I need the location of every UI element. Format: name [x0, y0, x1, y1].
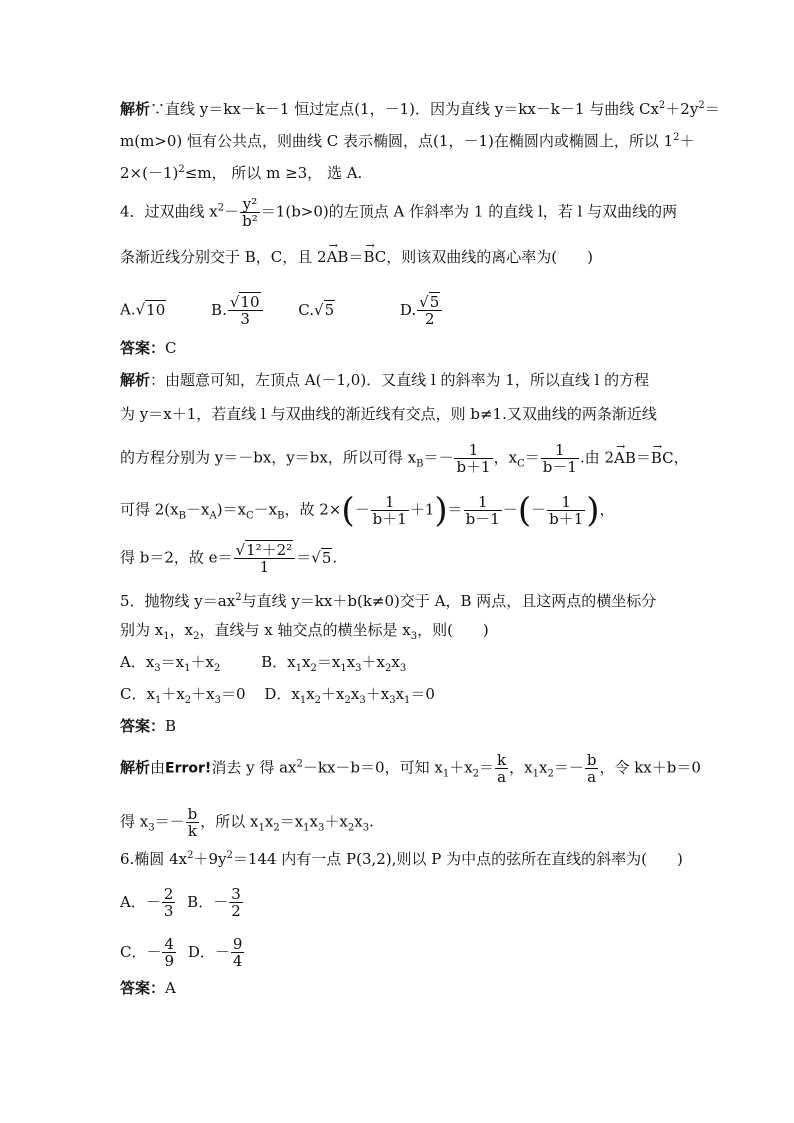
- q5-options-row-2: [120, 684, 435, 711]
- q5-answer: 答案：B: [120, 717, 177, 735]
- q4-stem-line-2: 条渐近线分别交于 B，C，且 2→ AB＝→ BC，则该双曲线的离心率为( ): [120, 247, 593, 267]
- q6-option-d: D．－ $\frac{9}{4}$: [187, 935, 243, 970]
- vector-bc: → BC: [363, 247, 386, 267]
- q4-option-b: B. $\frac{√10}{3}$: [211, 301, 263, 319]
- q4-stem-line-1: 4．过双曲线 $x^2-$ $\frac{\text{y²}}{\text{b²}}$ ＝1(b>0)的左顶点 A 作斜率为 1 的直线 l，若 l 与双曲线的两: [120, 195, 678, 230]
- q6-stem: 6.椭圆 $4x^2+9y^2=144$ 内有一点 P(3,2),则以 P 为中点的弦所在直线的斜率为( ): [120, 850, 683, 868]
- q5-option-a: A．$x_3=x_1+x_2$: [120, 653, 221, 674]
- q4-option-d: D. $\frac{√5}{2}$: [400, 301, 443, 319]
- q4-answer: 答案：C: [120, 339, 177, 357]
- q6-options-row-2: [120, 936, 245, 969]
- q4-solution-line-1: 解析：由题意可知，左顶点 A(－1,0)．又直线 l 的斜率为 1，所以直线 l 的方程: [120, 371, 650, 389]
- q5-solution-line-1: 解析由Error!消去 y 得 $ax^2-kx-b=0$，可知 $x_1+x_2=$ $\frac{k}{a}$ ，$x_1x_2=-$ $\frac{b}{a}$ ，令 kx＋b＝0: [120, 751, 701, 786]
- q5-solution-line-2: 得 $x_3=-$ $\frac{b}{k}$ ，所以 $x_1x_2=x_1x_3+x_2x_3$.: [120, 805, 374, 840]
- q4-solution-line-4: 可得 $2(x_B-x_A)=x_C-x_B$，故 2×(－ $\frac{1}{b+1}$ ＋1)＝ $\frac{1}{b-1}$ －(－ $\frac{1}{b+1}$ )，: [120, 490, 615, 531]
- q6-option-b: B．－ $\frac{3}{2}$: [187, 885, 241, 920]
- prev-solution-line-1: 解析∵直线 y＝kx－k－1 恒过定点(1，－1)．因为直线 y＝kx－k－1 与曲线 $Cx^2+2y^2=$: [120, 100, 720, 118]
- q6-option-c: C．－ $\frac{4}{9}$: [120, 935, 175, 970]
- prev-solution-line-2: m(m>0) 恒有公共点，则曲线 C 表示椭圆，点(1，－1)在椭圆内或椭圆上，所以 $1^2+$: [120, 132, 695, 150]
- q4-option-a: A.√10: [120, 300, 166, 319]
- q4-solution-line-2: 为 y＝x＋1，若直线 l 与双曲线的渐近线有交点，则 b≠1.又双曲线的两条渐近线: [120, 405, 657, 423]
- q4-fraction: $\frac{\text{y²}}{\text{b²}}$: [242, 195, 258, 230]
- q6-answer: 答案：A: [120, 979, 176, 997]
- q6-options-row-1: [120, 886, 244, 919]
- q4-solution-line-5: 得 b＝2，故 e＝ $\frac{\text{√1²＋2²}}{1}$ ＝√5.: [120, 541, 338, 576]
- q5-options-row-1: [120, 652, 406, 679]
- q6-option-a: A．－ $\frac{2}{3}$: [120, 885, 174, 920]
- q4-solution-line-3: 的方程分别为 y＝－bx，y＝bx，所以可得 $x_B=-$ $\frac{1}{b+1}$ ，$x_C=$ $\frac{1}{b-1}$ .由 2→ AB＝→ BC，: [120, 442, 689, 475]
- q4-options: [120, 294, 443, 327]
- q5-stem-line-2: 别为 $x_1$，$x_2$，直线与 x 轴交点的横坐标是 $x_3$，则( ): [120, 621, 489, 642]
- error-field: Error!: [165, 760, 212, 777]
- q5-option-b: B．$x_1x_2=x_1x_3+x_2x_3$: [261, 653, 407, 674]
- solution-label: 解析: [120, 100, 151, 118]
- vector-ab: → AB: [327, 247, 349, 267]
- q5-option-d: D．$x_1x_2+x_2x_3+x_3x_1=0$: [264, 685, 435, 706]
- prev-solution-line-3: $2\times(-1)^2\le m$， 所以 m ≥3， 选 A.: [120, 164, 363, 182]
- q4-option-c: C.√5: [298, 300, 335, 319]
- q5-option-c: C．$x_1+x_2+x_3=0$: [120, 685, 246, 706]
- q5-stem-line-1: 5．抛物线 $y=ax^2$与直线 y＝kx＋b(k≠0)交于 A，B 两点，且这两点的横坐标分: [120, 592, 657, 610]
